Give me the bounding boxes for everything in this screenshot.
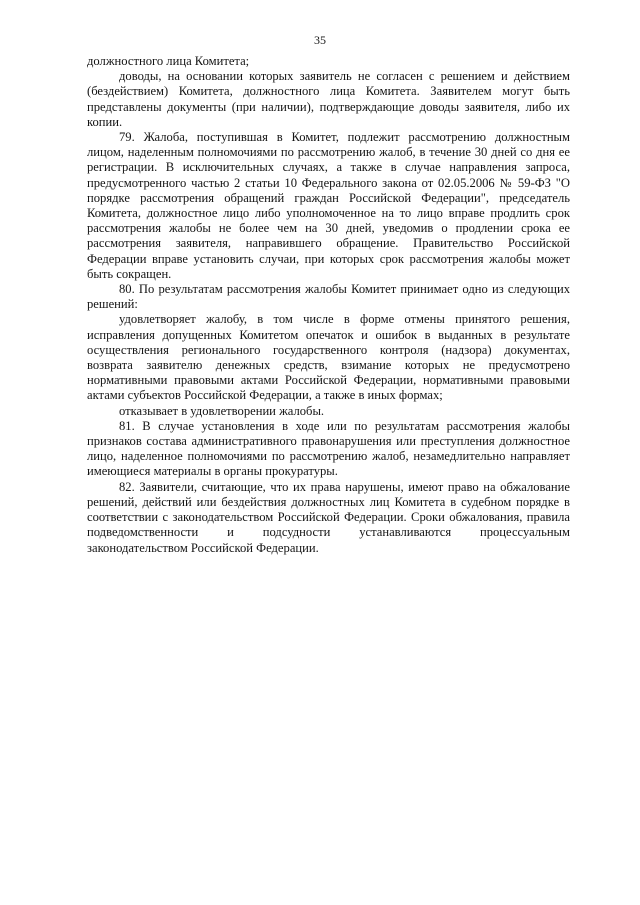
document-body <box>87 54 570 556</box>
paragraph-82: 82. Заявители, считающие, что их права нарушены, имеют право на обжалование решений, действий или бездействия должностных лиц Комитета в судебном порядке в соответствии с законодательством Российской Федерации. Сроки обжалования, правила подведомственности и подсудности устанавливаются процессуальным законодательством Российской Федерации. <box>87 479 570 555</box>
paragraph-80: 80. По результатам рассмотрения жалобы Комитет принимает одно из следующих решений: <box>87 282 570 312</box>
paragraph-79: 79. Жалоба, поступившая в Комитет, подлежит рассмотрению должностным лицом, наделенным полномочиями по рассмотрению жалоб, в течение 30 дней со дня ее регистрации. В исключительных случаях, а также в случае направления запроса, предусмотренного частью 2 статьи 10 Федерального закона от 02.05.2006 № 59-ФЗ "О порядке рассмотрения обращений граждан Российской Федерации", председатель Комитета, должностное лицо либо уполномоченное на то лицо вправе продлить срок рассмотрения жалобы не более чем на 30 дней, уведомив о продлении срока ее рассмотрения заявителя, направившего обращение. Правительство Российской Федерации вправе установить случаи, при которых срок рассмотрения жалобы может быть сокращен. <box>87 130 570 281</box>
paragraph-81: 81. В случае установления в ходе или по результатам рассмотрения жалобы признаков состава административного правонарушения или преступления должностное лицо, наделенное полномочиями по рассмотрению жалоб, незамедлительно направляет имеющиеся материалы в органы прокуратуры. <box>87 418 570 479</box>
paragraph-refuses-complaint: отказывает в удовлетворении жалобы. <box>119 403 325 418</box>
paragraph-satisfies-complaint: удовлетворяет жалобу, в том числе в форме отмены принятого решения, исправления допущенных Комитетом опечаток и ошибок в выданных в результате осуществления регионального государственного контроля (надзора) документах, возврата заявителю денежных средств, взимание которых не предусмотрено нормативными правовыми актами Российской Федерации, нормативными правовыми актами субъектов Российской Федерации, а также в иных формах; <box>87 312 570 403</box>
paragraph-continuation: должностного лица Комитета; <box>87 54 250 68</box>
page-number: 35 <box>314 33 326 47</box>
paragraph-arguments: доводы, на основании которых заявитель не согласен с решением и действием (бездействием) Комитета, должностного лица Комитета. Заявителем могут быть представлены документы (при наличии), подтверждающие доводы заявителя, либо их копии. <box>87 69 570 129</box>
